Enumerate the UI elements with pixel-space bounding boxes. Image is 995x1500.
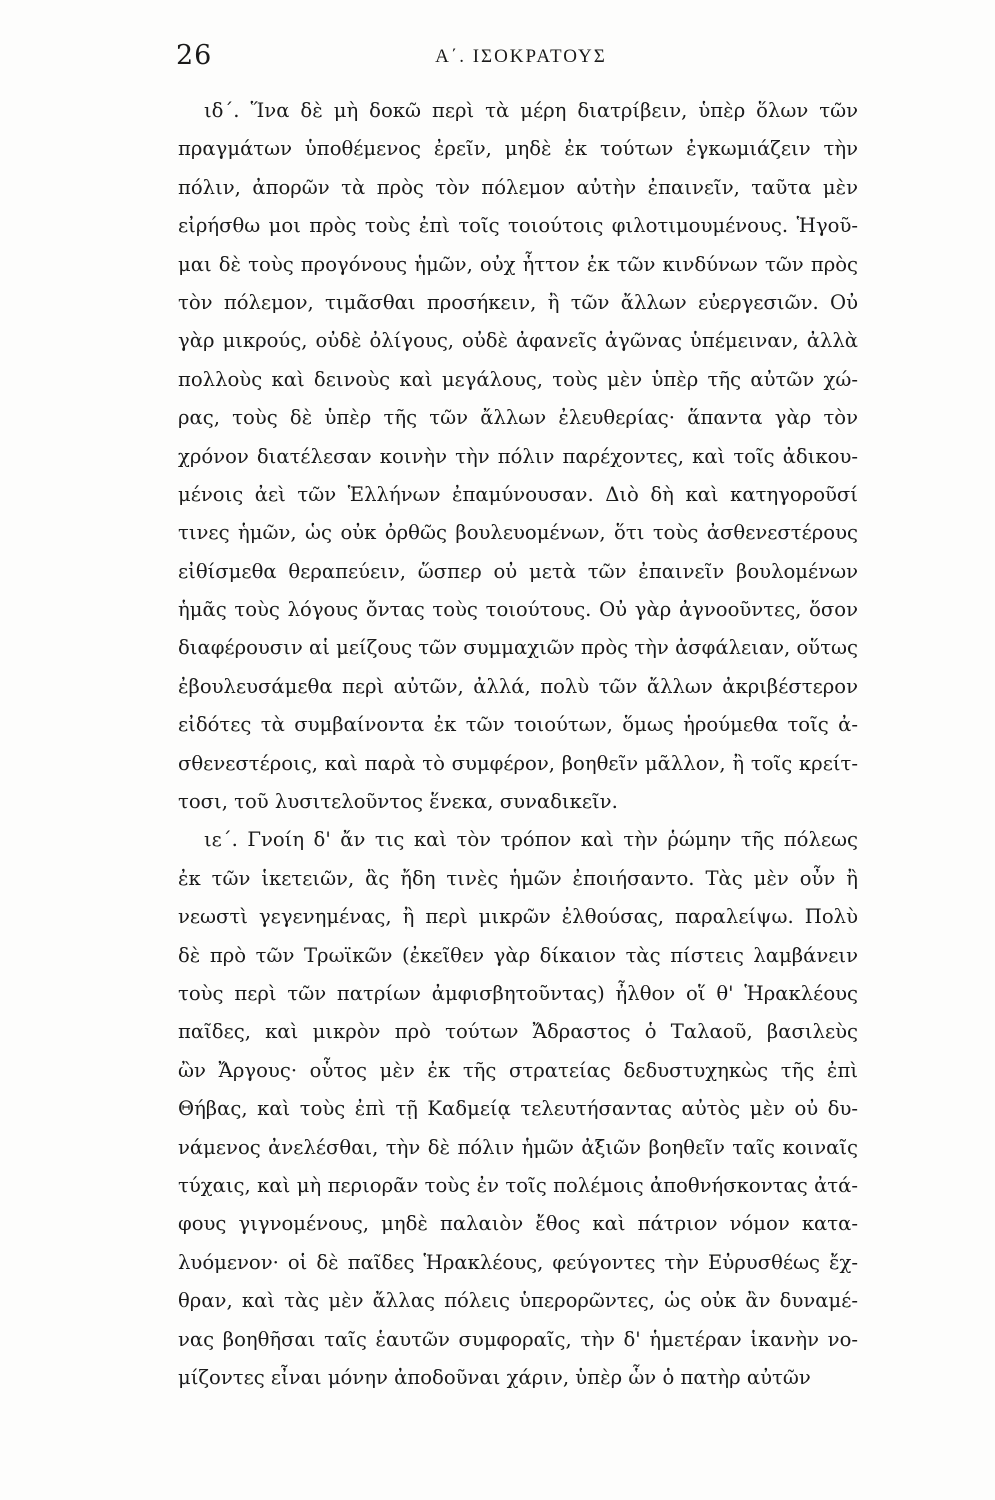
- text-line: λυόμενον· οἱ δὲ παῖδες Ἡρακλέους, φεύγοντες τὴν Εὐρυσθέως ἔχ-: [178, 1250, 858, 1274]
- running-head: [176, 40, 866, 80]
- text-line: διαφέρουσιν αἱ μείζους τῶν συμμαχιῶν πρὸς τὴν ἀσφάλειαν, οὕτως: [178, 636, 858, 660]
- text-line: πόλιν, ἀπορῶν τὰ πρὸς τὸν πόλεμον αὐτὴν ἐπαινεῖν, ταῦτα μὲν: [178, 175, 858, 199]
- text-line: ὢν Ἄργους· οὗτος μὲν ἐκ τῆς στρατείας δεδυστυχηκὼς τῆς ἐπὶ: [178, 1058, 858, 1082]
- text-line: μαι δὲ τοὺς προγόνους ἡμῶν, οὐχ ἧττον ἐκ τῶν κινδύνων τῶν πρὸς: [178, 252, 858, 276]
- text-line: μένοις ἀεὶ τῶν Ἑλλήνων ἐπαμύνουσαν. Διὸ δὴ καὶ κατηγοροῦσί: [178, 482, 858, 506]
- running-title: Α΄. ΙΣΟΚΡΑΤΟΥΣ: [435, 46, 607, 67]
- text-line: παῖδες, καὶ μικρὸν πρὸ τούτων Ἄδραστος ὁ Ταλαοῦ, βασιλεὺς: [178, 1020, 858, 1044]
- text-line: νεωστὶ γεγενημένας, ἢ περὶ μικρῶν ἐλθούσας, παραλείψω. Πολὺ: [178, 905, 858, 929]
- paragraph-1: [178, 92, 858, 821]
- text-line: εἰδότες τὰ συμβαίνοντα ἐκ τῶν τοιούτων, ὅμως ἡρούμεθα τοῖς ἀ-: [178, 713, 858, 737]
- text-line: γὰρ μικρούς, οὐδὲ ὀλίγους, οὐδὲ ἀφανεῖς ἀγῶνας ὑπέμειναν, ἀλλὰ: [178, 329, 858, 353]
- text-line: εἰθίσμεθα θεραπεύειν, ὥσπερ οὐ μετὰ τῶν ἐπαινεῖν βουλομένων: [178, 559, 858, 583]
- text-line: ἐβουλευσάμεθα περὶ αὐτῶν, ἀλλά, πολὺ τῶν ἄλλων ἀκριβέστερον: [178, 674, 858, 698]
- text-line: ιδ΄. Ἵνα δὲ μὴ δοκῶ περὶ τὰ μέρη διατρίβειν, ὑπὲρ ὅλων τῶν: [204, 99, 858, 122]
- text-line: Θήβας, καὶ τοὺς ἐπὶ τῇ Καδμείᾳ τελευτήσαντας αὐτὸς μὲν οὐ δυ-: [178, 1097, 858, 1121]
- text-line: εἰρήσθω μοι πρὸς τοὺς ἐπὶ τοῖς τοιούτοις φιλοτιμουμένους. Ἡγοῦ-: [178, 214, 858, 238]
- text-line: τοσι, τοῦ λυσιτελοῦντος ἕνεκα, συναδικεῖν.: [178, 790, 618, 814]
- text-line: τινες ἡμῶν, ὡς οὐκ ὀρθῶς βουλευομένων, ὅτι τοὺς ἀσθενεστέρους: [178, 521, 858, 545]
- text-line: ἐκ τῶν ἱκετειῶν, ἃς ἤδη τινὲς ἡμῶν ἐποιήσαντο. Τὰς μὲν οὖν ἢ: [178, 866, 858, 890]
- text-line: φους γιγνομένους, μηδὲ παλαιὸν ἔθος καὶ πάτριον νόμον κατα-: [178, 1212, 858, 1236]
- text-line: τὸν πόλεμον, τιμᾶσθαι προσήκειν, ἢ τῶν ἄλλων εὐεργεσιῶν. Οὐ: [178, 290, 858, 314]
- text-line: ἡμᾶς τοὺς λόγους ὄντας τοὺς τοιούτους. Οὐ γὰρ ἀγνοοῦντες, ὅσον: [178, 598, 858, 622]
- text-line: μίζοντες εἶναι μόνην ἀποδοῦναι χάριν, ὑπὲρ ὧν ὁ πατὴρ αὐτῶν: [178, 1365, 811, 1389]
- text-line: ιε΄. Γνοίη δ' ἄν τις καὶ τὸν τρόπον καὶ τὴν ῥώμην τῆς πόλεως: [204, 828, 858, 852]
- text-line: τύχαις, καὶ μὴ περιορᾶν τοὺς ἐν τοῖς πολέμοις ἀποθνήσκοντας ἀτά-: [178, 1173, 858, 1197]
- text-line: τοὺς περὶ τῶν πατρίων ἀμφισβητοῦντας) ἦλθον οἵ θ' Ἡρακλέους: [178, 981, 858, 1005]
- text-line: ρας, τοὺς δὲ ὑπὲρ τῆς τῶν ἄλλων ἐλευθερίας· ἅπαντα γὰρ τὸν: [178, 406, 858, 430]
- text-line: νας βοηθῆσαι ταῖς ἑαυτῶν συμφοραῖς, τὴν δ' ἡμετέραν ἱκανὴν νο-: [178, 1327, 858, 1351]
- text-line: πραγμάτων ὑποθέμενος ἐρεῖν, μηδὲ ἐκ τούτων ἐγκωμιάζειν τὴν: [178, 137, 858, 161]
- text-line: δὲ πρὸ τῶν Τρωϊκῶν (ἐκεῖθεν γὰρ δίκαιον τὰς πίστεις λαμβάνειν: [178, 943, 858, 967]
- text-line: νάμενος ἀνελέσθαι, τὴν δὲ πόλιν ἡμῶν ἀξιῶν βοηθεῖν ταῖς κοιναῖς: [178, 1135, 858, 1159]
- paragraph-2: [178, 821, 858, 1397]
- page-number: 26: [176, 40, 213, 71]
- text-line: θραν, καὶ τὰς μὲν ἄλλας πόλεις ὑπερορῶντες, ὡς οὐκ ἂν δυναμέ-: [178, 1289, 858, 1313]
- text-line: πολλοὺς καὶ δεινοὺς καὶ μεγάλους, τοὺς μὲν ὑπὲρ τῆς αὐτῶν χώ-: [178, 367, 858, 391]
- text-line: σθενεστέροις, καὶ παρὰ τὸ συμφέρον, βοηθεῖν μᾶλλον, ἢ τοῖς κρείτ-: [178, 751, 858, 775]
- body-text: [178, 92, 858, 1397]
- text-line: χρόνον διατέλεσαν κοινὴν τὴν πόλιν παρέχοντες, καὶ τοῖς ἀδικου-: [178, 444, 858, 468]
